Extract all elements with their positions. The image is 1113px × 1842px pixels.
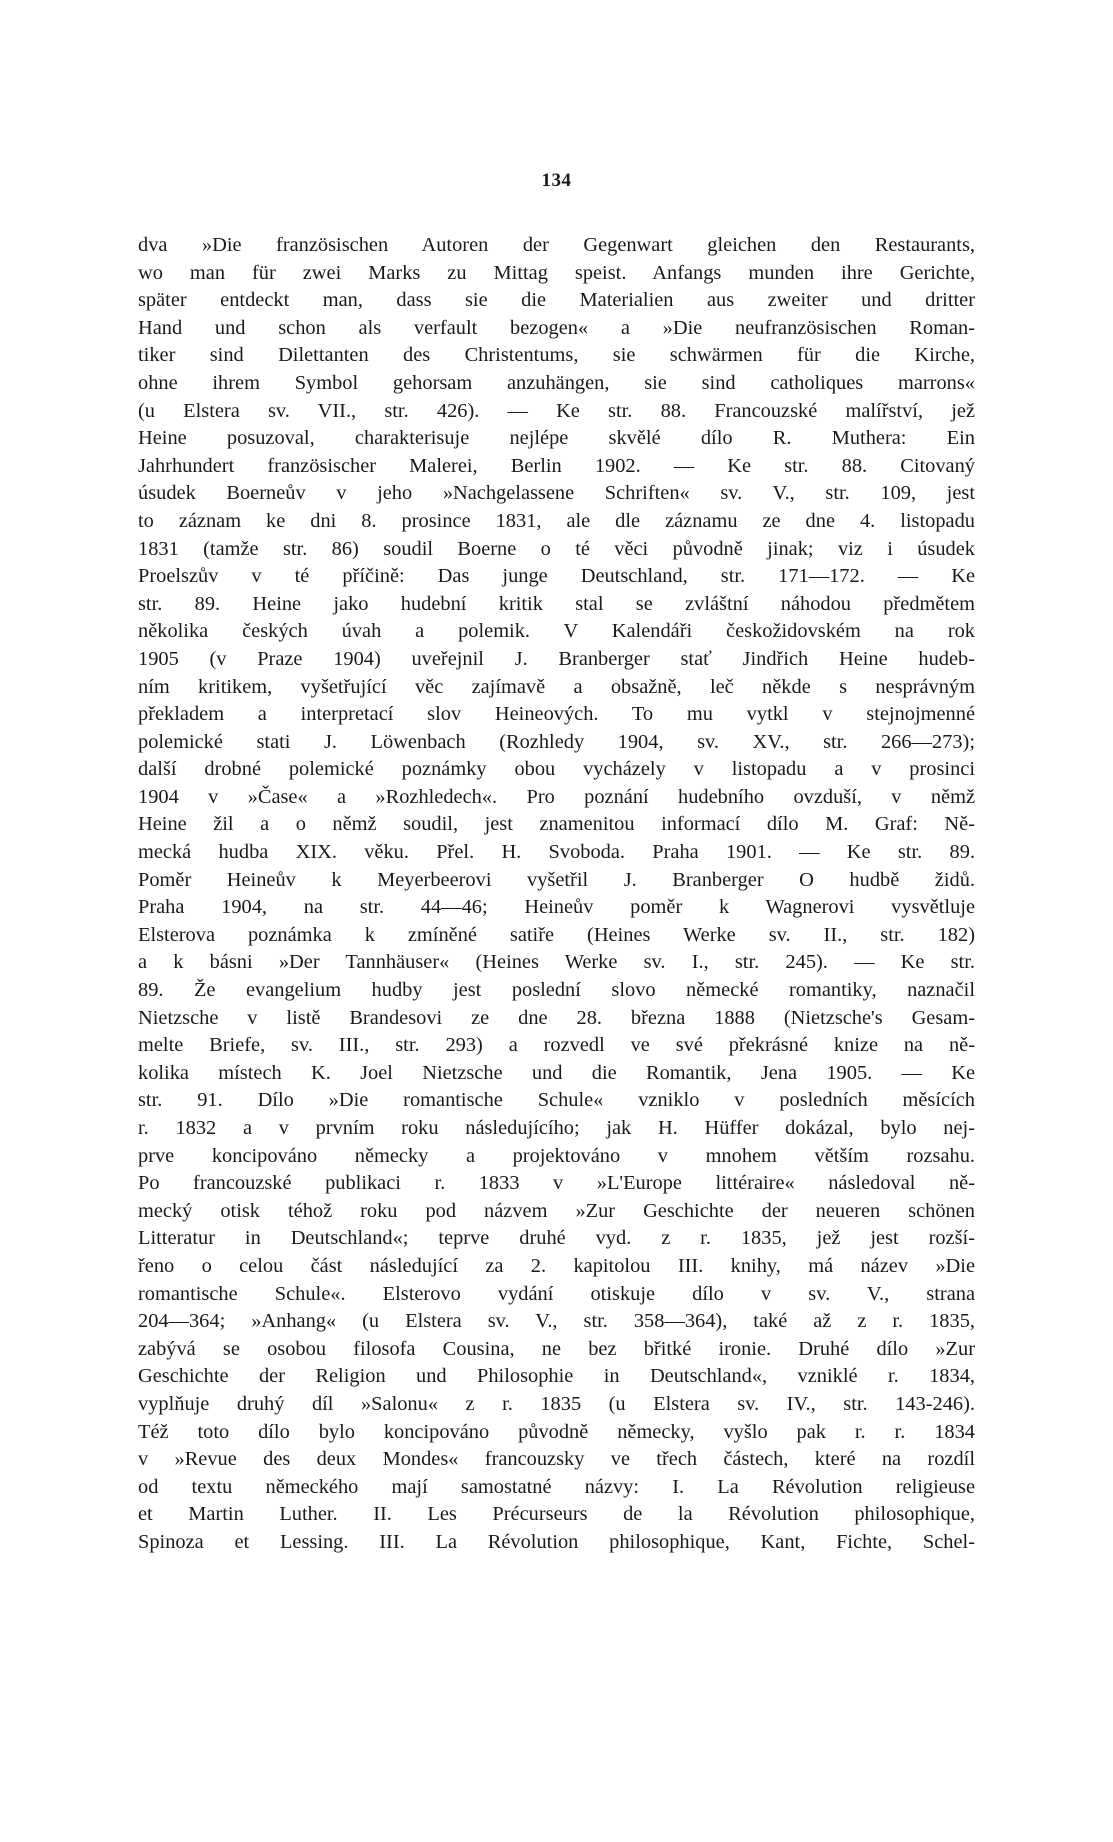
text-line: dva »Die französischen Autoren der Gegenwart gleichen den Restaurants,	[138, 234, 975, 256]
text-line: v »Revue des deux Mondes« francouzsky ve třech částech, které na rozdíl	[138, 1448, 975, 1471]
text-line: später entdeckt man, dass sie die Materialien aus zweiter und dritter	[138, 289, 975, 312]
text-line: (u Elstera sv. VII., str. 426). — Ke str. 88. Francouzské malířství, jež	[138, 399, 975, 422]
text-line: řeno o celou část následující za 2. kapitolou III. knihy, má název »Die	[138, 1254, 975, 1277]
text-line: 1831 (tamže str. 86) soudil Boerne o té věci původně jinak; viz i úsudek	[138, 537, 975, 560]
text-line: Heine posuzoval, charakterisuje nejlépe skvělé dílo R. Muthera: Ein	[138, 427, 975, 450]
text-line: zabývá se osobou filosofa Cousina, ne bez břitké ironie. Druhé dílo »Zur	[138, 1337, 975, 1360]
text-line: Hand und schon als verfault bezogen« a »Die neufranzösischen Roman-	[138, 316, 975, 339]
text-line: několika českých úvah a polemik. V Kalendáři českožidovském na rok	[138, 620, 975, 643]
text-line: ohne ihrem Symbol gehorsam anzuhängen, sie sind catholiques marrons«	[138, 371, 975, 394]
text-line: Geschichte der Religion und Philosophie in Deutschland«, vzniklé r. 1834,	[138, 1365, 975, 1388]
text-line: wo man für zwei Marks zu Mittag speist. Anfangs munden ihre Gerichte,	[138, 261, 975, 284]
text-line: překladem a interpretací slov Heineových. To mu vytkl v stejnojmenné	[138, 703, 975, 726]
text-line: Proelszův v té příčině: Das junge Deutschland, str. 171—172. — Ke	[138, 565, 975, 588]
text-line: Též toto dílo bylo koncipováno původně německy, vyšlo pak r. r. 1834	[138, 1420, 975, 1443]
body-text	[138, 232, 975, 1557]
text-line: prve koncipováno německy a projektováno v mnohem větším rozsahu.	[138, 1144, 975, 1167]
page-number: 134	[541, 170, 572, 191]
text-line: Heine žil a o němž soudil, jest znamenitou informací dílo M. Graf: Ně-	[138, 813, 975, 836]
text-line: 1904 v »Čase« a »Rozhledech«. Pro poznání hudebního ovzduší, v němž	[138, 785, 975, 808]
text-line: mecký otisk téhož roku pod názvem »Zur Geschichte der neueren schönen	[138, 1199, 975, 1222]
text-line: ním kritikem, vyšetřující věc zajímavě a obsažně, leč někde s nesprávným	[138, 675, 975, 698]
text-line: od textu německého mají samostatné názvy: I. La Révolution religieuse	[138, 1475, 975, 1498]
text-line: et Martin Luther. II. Les Précurseurs de la Révolution philosophique,	[138, 1503, 975, 1526]
text-line: mecká hudba XIX. věku. Přel. H. Svoboda. Praha 1901. — Ke str. 89.	[138, 841, 975, 864]
text-line: Po francouzské publikaci r. 1833 v »L'Europe littéraire« následoval ně-	[138, 1172, 975, 1195]
text-line: Litteratur in Deutschland«; teprve druhé vyd. z r. 1835, jež jest rozší-	[138, 1227, 975, 1250]
text-line: úsudek Boerneův v jeho »Nachgelassene Schriften« sv. V., str. 109, jest	[138, 482, 975, 505]
text-line: r. 1832 a v prvním roku následujícího; jak H. Hüffer dokázal, bylo nej-	[138, 1117, 975, 1139]
text-line: 1905 (v Praze 1904) uveřejnil J. Branberger stať Jindřich Heine hudeb-	[138, 647, 975, 670]
text-line: další drobné polemické poznámky obou vycházely v listopadu a v prosinci	[138, 758, 975, 781]
text-line: kolika místech K. Joel Nietzsche und die Romantik, Jena 1905. — Ke	[138, 1061, 975, 1084]
text-line: to záznam ke dni 8. prosince 1831, ale dle záznamu ze dne 4. listopadu	[138, 509, 975, 532]
text-line: Elsterova poznámka k zmíněné satiře (Heines Werke sv. II., str. 182)	[138, 923, 975, 946]
text-line: str. 89. Heine jako hudební kritik stal se zvláštní náhodou předmětem	[138, 592, 975, 615]
text-line: polemické stati J. Löwenbach (Rozhledy 1904, sv. XV., str. 266—273);	[138, 730, 975, 753]
text-line: Jahrhundert französischer Malerei, Berlin 1902. — Ke str. 88. Citovaný	[138, 454, 975, 477]
text-line: vyplňuje druhý díl »Salonu« z r. 1835 (u Elstera sv. IV., str. 143-246).	[138, 1392, 975, 1415]
text-line: str. 91. Dílo »Die romantische Schule« vzniklo v posledních měsících	[138, 1089, 975, 1112]
text-line: Spinoza et Lessing. III. La Révolution philosophique, Kant, Fichte, Schel-	[138, 1530, 975, 1553]
text-line: tiker sind Dilettanten des Christentums, sie schwärmen für die Kirche,	[138, 344, 975, 367]
text-line: Poměr Heineův k Meyerbeerovi vyšetřil J. Branberger O hudbě židů.	[138, 868, 975, 891]
text-line: a k básni »Der Tannhäuser« (Heines Werke sv. I., str. 245). — Ke str.	[138, 951, 975, 974]
text-line: melte Briefe, sv. III., str. 293) a rozvedl ve své překrásné knize na ně-	[138, 1034, 975, 1057]
text-line: Nietzsche v listě Brandesovi ze dne 28. března 1888 (Nietzsche's Gesam-	[138, 1006, 975, 1029]
text-line: romantische Schule«. Elsterovo vydání otiskuje dílo v sv. V., strana	[138, 1282, 975, 1305]
text-line: Praha 1904, na str. 44—46; Heineův poměr k Wagnerovi vysvětluje	[138, 896, 975, 919]
text-line: 204—364; »Anhang« (u Elstera sv. V., str. 358—364), také až z r. 1835,	[138, 1310, 975, 1333]
text-line: 89. Že evangelium hudby jest poslední slovo německé romantiky, naznačil	[138, 979, 975, 1002]
